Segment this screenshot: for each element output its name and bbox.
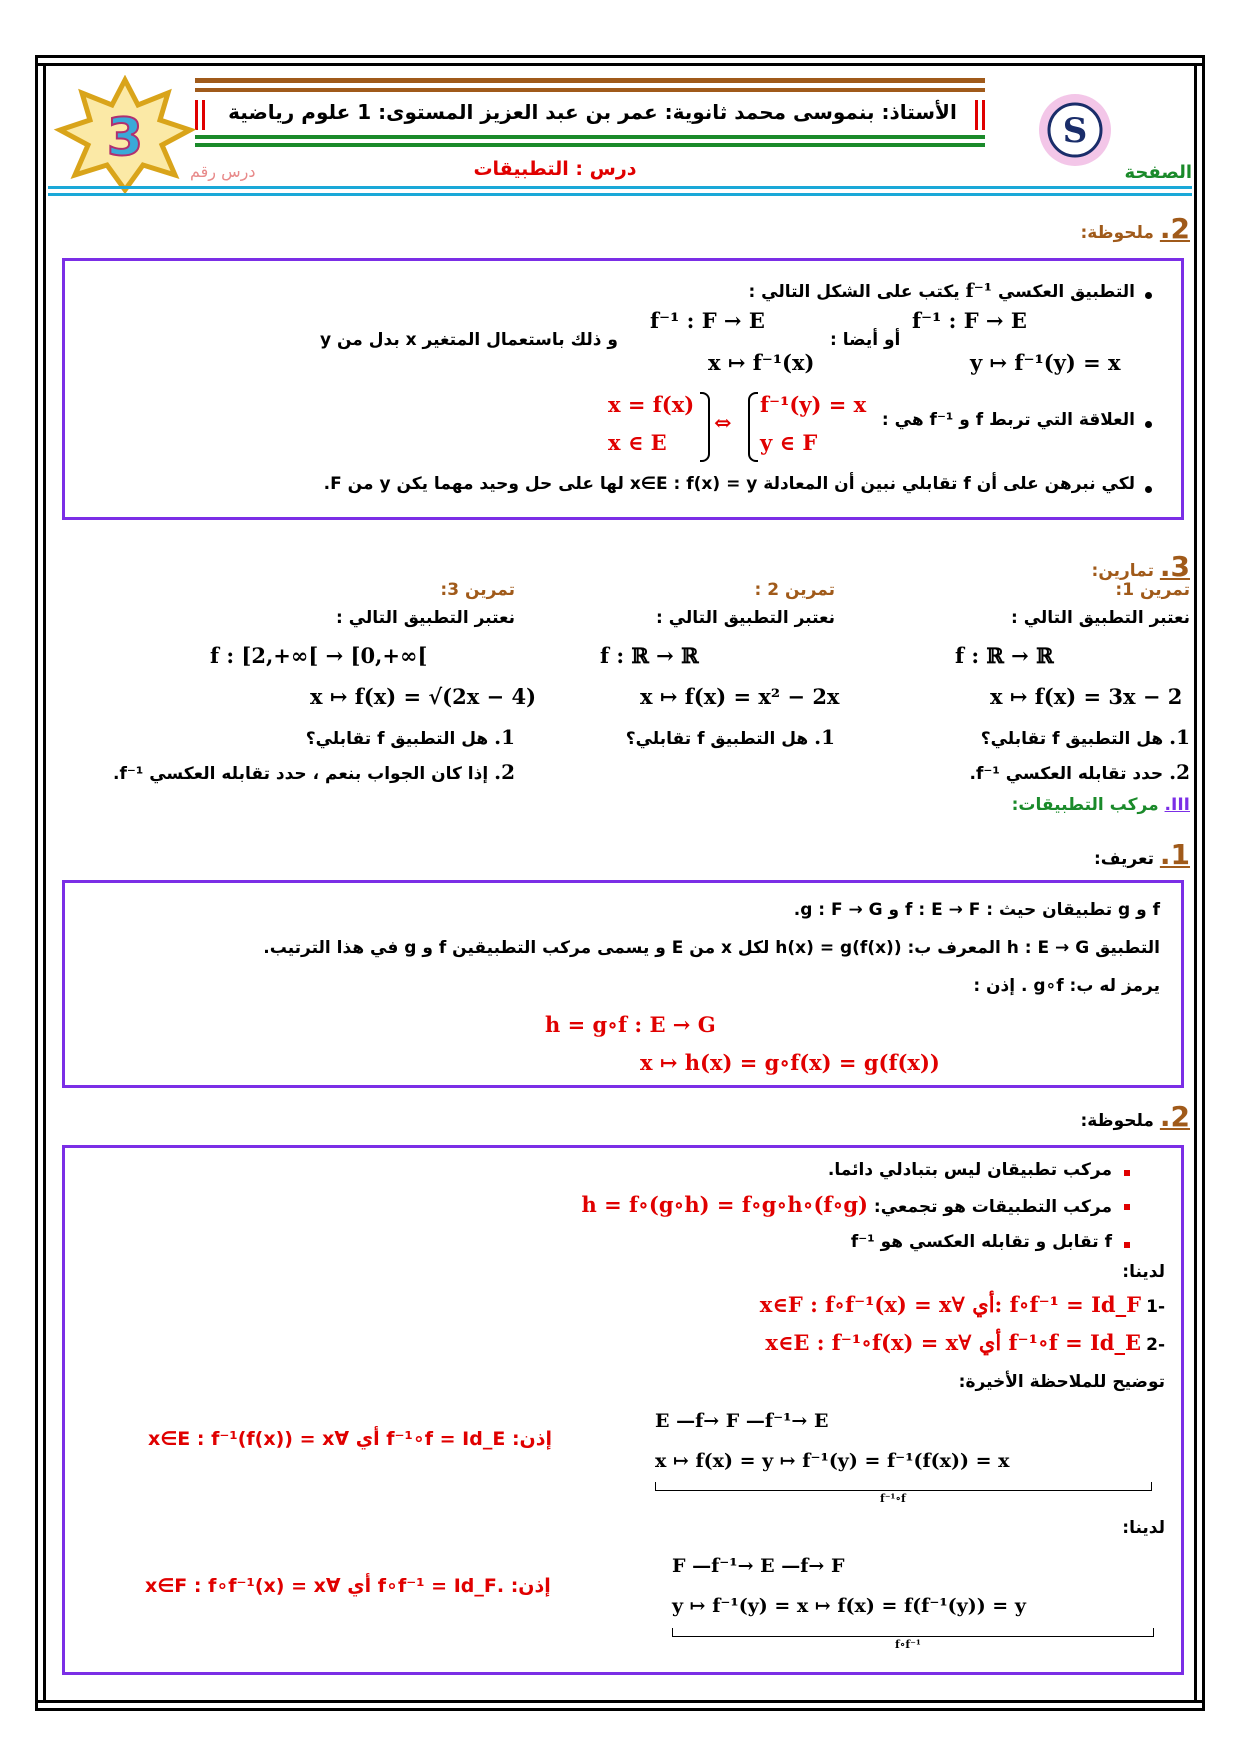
remark1-or: أو أيضا : [830,330,901,350]
lesson-title: التطبيقات [473,158,569,180]
remark1-title: ملحوظة: [1080,223,1154,243]
frame-top-inner [35,63,1205,66]
ex2-line1: f : ℝ → ℝ [600,643,699,668]
diagram1-underbrace [655,1482,1152,1491]
composition-num: III. [1164,795,1190,815]
remark1-b1-sym: f⁻¹ [965,280,993,302]
badge-number: 3 [106,108,144,168]
logo [1035,90,1115,170]
remark1-bullet-3 [1145,486,1152,493]
definition-f2: x ↦ h(x) = g∘f(x) = g(f(x)) [640,1050,940,1075]
composition-title: مركب التطبيقات: [1011,795,1159,815]
definition-num: 1. [1159,838,1190,871]
definition-f1: h = g∘f : E → G [545,1012,716,1037]
remark1-map1-line2: y ↦ f⁻¹(y) = x [970,350,1121,375]
ex1-q1: هل التطبيق f تقابلي؟ [980,729,1164,749]
ex1-q2: حدد تقابله العكسي f⁻¹. [969,764,1164,784]
remark1-rel-left1: f⁻¹(y) = x [760,392,867,417]
remark2-square-3 [1124,1242,1130,1248]
ex2-q1: هل التطبيق f تقابلي؟ [625,729,809,749]
diagram1-top: E —f→ F —f⁻¹→ E [655,1410,829,1432]
lesson-label: درس : [575,158,637,180]
ex3-n1: 1. [494,725,515,749]
ex1-line1: f : ℝ → ℝ [955,643,1054,668]
remark2-eq2-num: -2 [1146,1335,1165,1355]
ex3-q1-row [306,725,515,749]
remark1-num: 2. [1159,212,1190,245]
remark1-map2-line1: f⁻¹ : F → E [650,308,765,333]
remark1-bullet-2 [1145,421,1152,428]
ex3-title: تمرين 3: [440,580,515,600]
diagram2-result: إذن: .f∘f⁻¹ = Id_F أي ∀x∈F : f∘f⁻¹(x) = x [145,1575,551,1597]
header-teacher-line: الأستاذ: بنموسى محمد ثانوية: عمر بن عبد العزيز المستوى: 1 علوم رياضية [228,100,957,124]
remark2-eq1-num: -1 [1146,1297,1165,1317]
remark1-brace-left [748,392,758,462]
remark2-square-1 [1124,1170,1130,1176]
remark2-num: 2. [1159,1100,1190,1133]
ex2-title: تمرين 2 : [754,580,835,600]
lesson-number-label: درس رقم [190,162,256,181]
remark2-title: ملحوظة: [1080,1111,1154,1131]
diagram2-bottom: y ↦ f⁻¹(y) = x ↦ f(x) = f(f⁻¹(y)) = y [672,1595,1026,1617]
ex3-n2: 2. [494,760,515,784]
remark1-rel-left2: y ∈ F [760,430,818,455]
ex1-title: تمرين 1: [1115,580,1190,600]
remark2-square-2 [1124,1204,1130,1210]
ex3-intro: نعتبر التطبيق التالي : [335,608,515,628]
ex1-n1: 1. [1169,725,1190,749]
header-stripe-brown-2 [195,88,985,92]
remark1-rel-right1: x = f(x) [608,392,695,417]
ex3-q1: هل التطبيق f تقابلي؟ [305,729,489,749]
remark1-map2-line2: x ↦ f⁻¹(x) [708,350,815,375]
remark1-heading [1080,212,1190,245]
header-stripe-brown-1 [195,78,985,83]
remark2-i3: f تقابل و تقابله العكسي هو f⁻¹ [850,1232,1112,1252]
ex1-q1-row [981,725,1190,749]
remark2-eq1-row [760,1292,1165,1317]
frame-bottom-outer [35,1700,1205,1703]
remark2-lana2: لدينا: [1122,1518,1165,1538]
diagram1-bottom: x ↦ f(x) = y ↦ f⁻¹(y) = f⁻¹(f(x)) = x [655,1450,1010,1472]
remark2-i2-row [581,1192,1112,1217]
remark2-i2: مركب التطبيقات هو تجمعي: [873,1197,1112,1217]
remark1-rel-arrow: ⇔ [714,410,732,435]
ex3-q2: إذا كان الجواب بنعم ، حدد تقابله العكسي f⁻¹. [113,764,489,784]
exercises-num: 3. [1159,550,1190,583]
frame-top-outer [35,55,1205,58]
remark2-eq1: f∘f⁻¹ = Id_F :أي ∀x∈F : f∘f⁻¹(x) = x [759,1292,1141,1317]
header-stripe-green-2 [195,143,985,147]
ex1-q2-row [970,760,1191,784]
remark1-bullet-1 [1145,292,1152,299]
definition-heading [1094,838,1190,871]
frame-bottom-inner [35,1708,1205,1711]
ex3-q2-row [113,760,515,784]
remark1-rel-right2: x ∈ E [608,430,667,455]
remark2-explain: توضيح للملاحظة الأخيرة: [958,1372,1165,1392]
diagram2-underbrace [672,1628,1154,1637]
ex3-line1: f : [2,+∞[ → [0,+∞[ [210,643,428,668]
frame-left-inner [43,63,46,1703]
logo-letter: S [1062,111,1088,151]
exercises-title: تمارين: [1091,561,1154,581]
remark2-i1: مركب تطبيقان ليس بتبادلي دائما. [827,1160,1112,1180]
ex2-intro: نعتبر التطبيق التالي : [655,608,835,628]
ex1-line2: x ↦ f(x) = 3x − 2 [990,684,1183,709]
frame-left-outer [35,55,38,1711]
header-lesson [420,158,690,180]
page-label: الصفحة [1124,162,1192,183]
definition-l3: يرمز له ب: g∘f . إذن : [973,976,1160,996]
remark1-brace-right [700,392,710,462]
definition-title: تعريف: [1093,849,1154,869]
diagram1-result: إذن: f⁻¹∘f = Id_E أي ∀x∈E : f⁻¹(f(x)) = x [148,1428,553,1450]
remark1-b3: لكي نبرهن على أن f تقابلي نبين أن المعادلة x∈E : f(x) = y لها على حل وحيد مهما يكن y من F. [323,474,1135,494]
remark2-heading [1080,1100,1190,1133]
remark2-i2-formula: (f∘g)∘h = f∘(g∘h) = f∘g∘h [581,1192,868,1217]
remark2-lana: لدينا: [1122,1262,1165,1282]
header-bar-right [975,100,985,130]
ex2-line2: x ↦ f(x) = x² − 2x [640,684,840,709]
definition-l1: f و g تطبيقان حيث : f : E → F و g : F → G. [793,900,1160,920]
remark2-eq2: f⁻¹∘f = Id_E أي ∀x∈E : f⁻¹∘f(x) = x [765,1330,1141,1355]
diagram2-label: f∘f⁻¹ [895,1638,921,1651]
cyan-sep-1 [48,186,1192,189]
diagram1-label: f⁻¹∘f [880,1492,906,1505]
cyan-sep-2 [48,193,1192,196]
ex2-q1-row [626,725,835,749]
star-badge [50,75,200,195]
ex1-intro: نعتبر التطبيق التالي : [1010,608,1190,628]
remark1-b1-text: التطبيق العكسي [997,282,1135,302]
remark2-eq2-row [765,1330,1165,1355]
frame-right-inner [1194,63,1197,1703]
header-stripe-green-1 [195,135,985,139]
remark1-b1 [748,280,1135,302]
ex1-n2: 2. [1169,760,1190,784]
composition-heading [1012,795,1190,815]
frame-right-outer [1202,55,1205,1711]
ex2-n1: 1. [814,725,835,749]
remark1-map1-line1: f⁻¹ : F → E [912,308,1027,333]
remark1-var-note: و ذلك باستعمال المتغير x بدل من y [320,330,618,350]
remark1-b2: العلاقة التي تربط f و f⁻¹ هي : [881,410,1135,430]
diagram2-top: F —f⁻¹→ E —f→ F [672,1555,845,1577]
exercises-heading [1092,550,1190,583]
definition-l2: التطبيق h : E → G المعرف ب: h(x) = g(f(x)) لكل x من E و يسمى مركب التطبيقين f و g في هذا الترتيب. [263,938,1160,958]
remark1-b1-tail: يكتب على الشكل التالي : [748,282,960,302]
ex3-line2: x ↦ f(x) = √(2x − 4) [310,684,537,709]
